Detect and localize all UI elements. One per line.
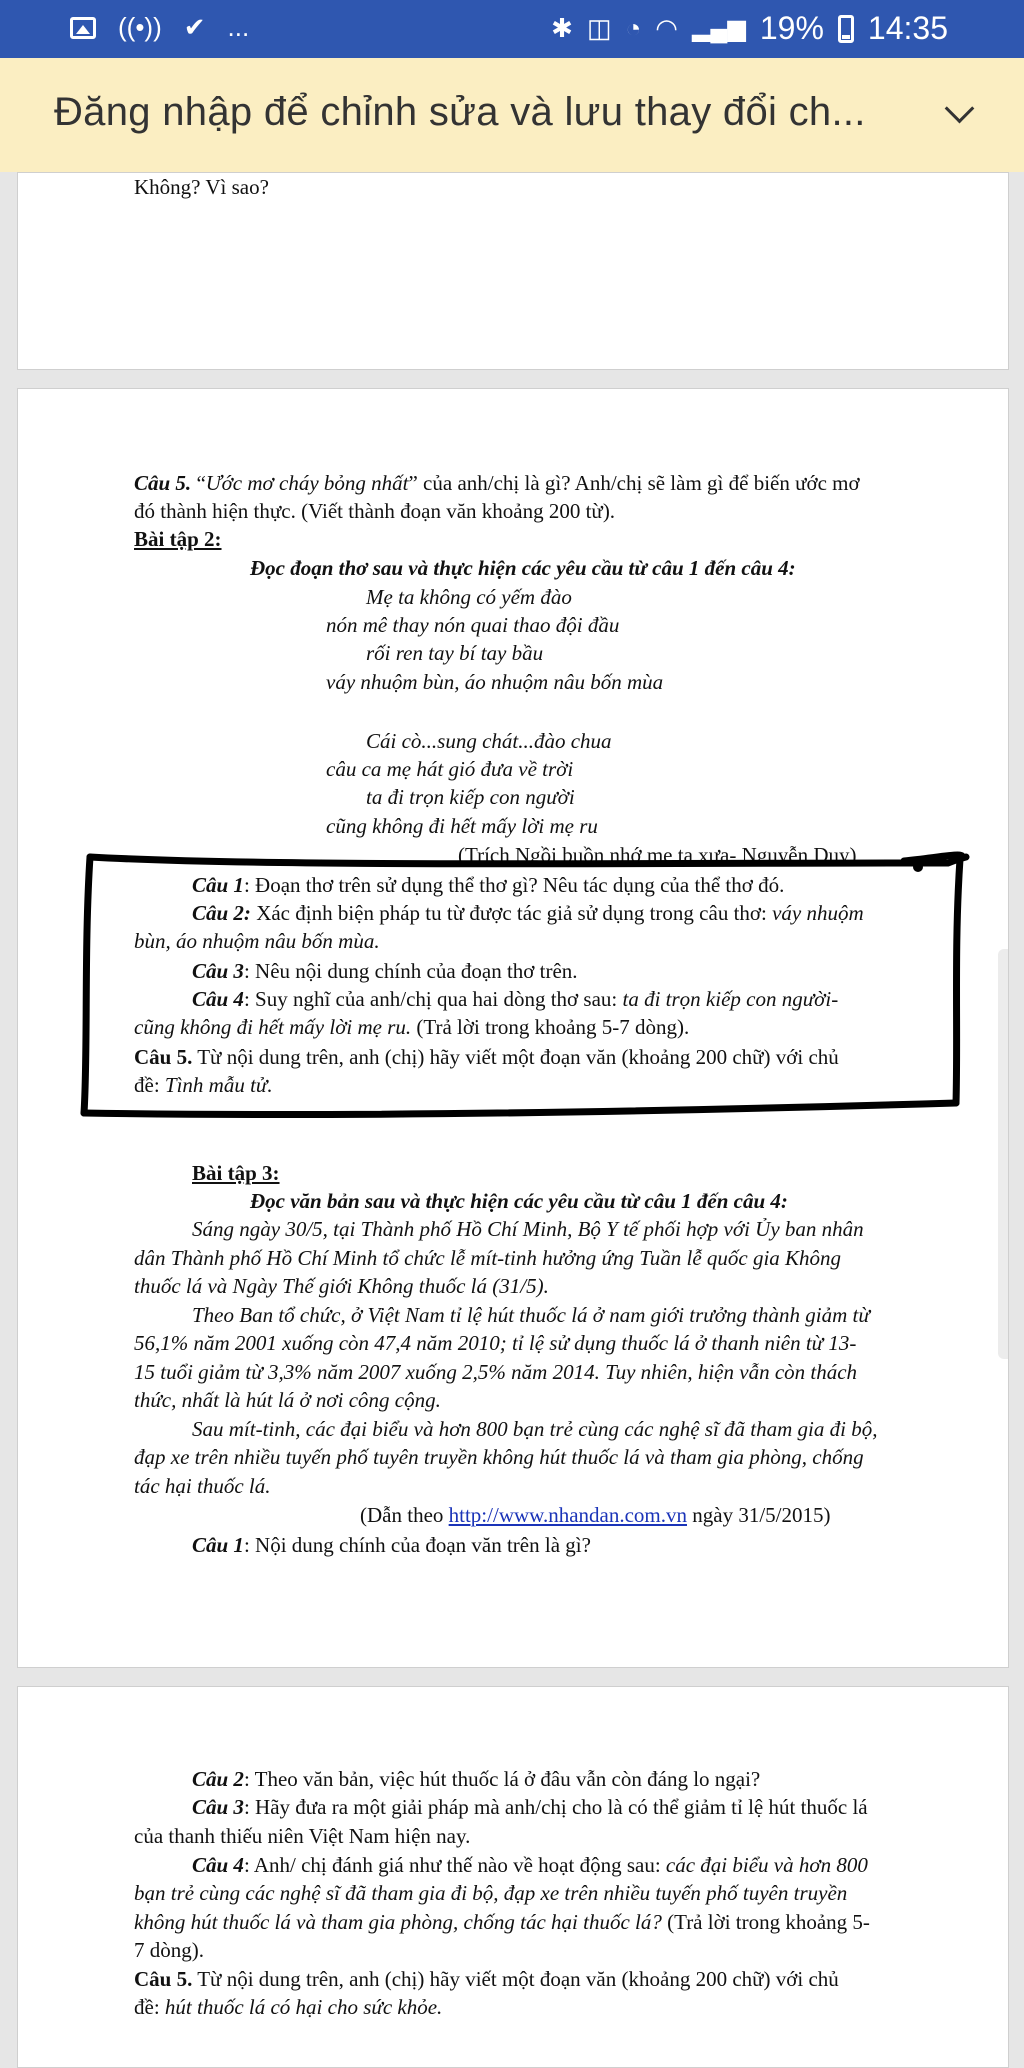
exercise-3-question-4-line-2: bạn trẻ cùng các nghệ sĩ đã tham gia đi bộ, đạp xe trên nhiều tuyến phố tuyên truyền: [134, 1881, 848, 1905]
exercise-3-question-4-line-1: Câu 4: Anh/ chị đánh giá như thế nào về hoạt động sau: các đại biểu và hơn 800: [192, 1853, 868, 1877]
poem-line: cũng không đi hết mấy lời mẹ ru: [326, 814, 598, 838]
vibrate-icon: ◫: [586, 13, 612, 43]
image-icon: [70, 17, 96, 39]
box-stroke-left: [84, 857, 90, 1113]
system-icons: [551, 10, 948, 47]
more-notifications: ...: [227, 12, 250, 42]
download-done-icon: ✔: [183, 12, 206, 42]
exercise-3-instruction: Đọc văn bản sau và thực hiện các yêu cầu từ câu 1 đến câu 4:: [250, 1189, 788, 1213]
question-2-line-2: bùn, áo nhuộm nâu bốn mùa.: [134, 929, 380, 953]
bluetooth-icon: ✱: [551, 13, 573, 43]
exercise-3-question-1: Câu 1: Nội dung chính của đoạn văn trên là gì?: [192, 1533, 591, 1557]
question-3: Câu 3: Nêu nội dung chính của đoạn thơ trên.: [192, 959, 578, 983]
paragraph-line: Sau mít-tinh, các đại biểu và hơn 800 bạn trẻ cùng các nghệ sĩ đã tham gia đi bộ,: [192, 1417, 878, 1441]
poem-line: câu ca mẹ hát gió đưa về trời: [326, 757, 574, 781]
poem-line: rối ren tay bí tay bầu: [366, 641, 544, 665]
question-5-line-2: đó thành hiện thực. (Viết thành đoạn văn khoảng 200 từ).: [134, 499, 616, 523]
banner-text: Đăng nhập để chỉnh sửa và lưu thay đổi ch...: [54, 90, 866, 134]
box-stroke-right: [904, 855, 962, 1103]
exercise-3-question-3-line-1: Câu 3: Hãy đưa ra một giải pháp mà anh/chị cho là có thể giảm tỉ lệ hút thuốc lá: [192, 1795, 868, 1819]
chevron-down-icon[interactable]: [945, 94, 975, 124]
paragraph-line: Sáng ngày 30/5, tại Thành phố Hồ Chí Minh, Bộ Y tế phối hợp với Ủy ban nhân: [192, 1217, 864, 1241]
document-page-3: [17, 1686, 1009, 2068]
question-4-line-1: Câu 4: Suy nghĩ của anh/chị qua hai dòng thơ sau: ta đi trọn kiếp con người-: [192, 987, 839, 1011]
exercise-3-question-2: Câu 2: Theo văn bản, việc hút thuốc lá ở đâu vẫn còn đáng lo ngại?: [192, 1767, 761, 1791]
paragraph-line: 56,1% năm 2001 xuống còn 47,4 năm 2010; tỉ lệ sử dụng thuốc lá ở thanh niên từ 13-: [134, 1331, 857, 1355]
box-dot: [913, 862, 923, 872]
paragraph-line: Theo Ban tổ chức, ở Việt Nam tỉ lệ hút thuốc lá ở nam giới trưởng thành giảm từ: [192, 1303, 870, 1327]
signal-icon: ▂▄▆: [691, 15, 746, 42]
notification-icons: [70, 12, 249, 43]
wifi-icon: ◠: [655, 13, 678, 43]
citation-link[interactable]: http://www.nhandan.com.vn: [448, 1503, 687, 1527]
alarm-icon: ◔: [625, 13, 642, 43]
paragraph-line: thức, nhất là hút lá ở nơi công cộng.: [134, 1388, 441, 1412]
document-page-1: [17, 172, 1009, 370]
question-5-line-1: Câu 5. Từ nội dung trên, anh (chị) hãy viết một đoạn văn (khoảng 200 chữ) với chủ: [134, 1045, 839, 1069]
clock: 14:35: [867, 10, 948, 46]
paragraph-line: dân Thành phố Hồ Chí Minh tổ chức lễ mít-tinh hưởng ứng Tuần lễ quốc gia Không: [134, 1246, 842, 1270]
poem-line: Cái cò...sung chát...đào chua: [366, 729, 612, 753]
text-line: Không? Vì sao?: [134, 175, 269, 199]
paragraph-line: đạp xe trên nhiều tuyến phố tuyên truyền không hút thuốc lá và tham gia phòng, chống: [134, 1445, 864, 1469]
exercise-3-title: Bài tập 3:: [192, 1161, 280, 1185]
poem-line: Mẹ ta không có yếm đào: [366, 585, 572, 609]
sign-in-banner[interactable]: [0, 58, 1024, 172]
exercise-3-question-4-line-4: 7 dòng).: [134, 1938, 204, 1962]
citation: (Dẫn theo http://www.nhandan.com.vn ngày 31/5/2015): [360, 1503, 831, 1527]
poem-line: nón mê thay nón quai thao đội đầu: [326, 613, 620, 637]
exercise-2-instruction: Đọc đoạn thơ sau và thực hiện các yêu cầu từ câu 1 đến câu 4:: [250, 556, 796, 580]
question-1: Câu 1: Đoạn thơ trên sử dụng thể thơ gì? Nêu tác dụng của thể thơ đó.: [192, 873, 785, 897]
exercise-3-question-3-line-2: của thanh thiếu niên Việt Nam hiện nay.: [134, 1824, 471, 1848]
scrollbar-handle[interactable]: [998, 949, 1008, 1359]
paragraph-line: tác hại thuốc lá.: [134, 1474, 271, 1498]
question-4-line-2: cũng không đi hết mấy lời mẹ ru. (Trả lời trong khoảng 5-7 dòng).: [134, 1015, 690, 1039]
exercise-3-question-4-line-3: không hút thuốc lá và tham gia phòng, chống tác hại thuốc lá? (Trả lời trong khoảng 5-: [134, 1910, 870, 1934]
exercise-3-question-5-line-1: Câu 5. Từ nội dung trên, anh (chị) hãy viết một đoạn văn (khoảng 200 chữ) với chủ: [134, 1967, 839, 1991]
paragraph-line: 15 tuổi giảm từ 3,3% năm 2007 xuống 2,5% năm 2014. Tuy nhiên, hiện vẫn còn thách: [134, 1360, 858, 1384]
battery-icon: [838, 15, 854, 43]
hand-drawn-box: [18, 389, 1008, 1667]
status-bar: [0, 0, 1024, 58]
poem-source: (Trích Ngồi buồn nhớ mẹ ta xưa- Nguyễn Duy): [458, 843, 857, 867]
question-5-line-2: đề: Tình mẫu tử.: [134, 1073, 273, 1097]
document-page-2: [17, 388, 1009, 1668]
question-5-line-1: Câu 5. “Ước mơ cháy bỏng nhất” của anh/chị là gì? Anh/chị sẽ làm gì để biến ước mơ: [134, 471, 860, 495]
exercise-2-title: Bài tập 2:: [134, 527, 222, 551]
poem-line: ta đi trọn kiếp con người: [366, 785, 575, 809]
poem-line: váy nhuộm bùn, áo nhuộm nâu bốn mùa: [326, 670, 664, 694]
box-stroke-top: [90, 857, 966, 864]
box-stroke-bottom: [84, 1103, 956, 1115]
exercise-3-question-5-line-2: đề: hút thuốc lá có hại cho sức khỏe.: [134, 1995, 443, 2019]
paragraph-line: thuốc lá và Ngày Thế giới Không thuốc lá (31/5).: [134, 1274, 549, 1298]
question-2-line-1: Câu 2: Xác định biện pháp tu từ được tác giả sử dụng trong câu thơ: váy nhuộm: [192, 901, 864, 925]
battery-percent: 19%: [759, 10, 824, 46]
hotspot-icon: ((•)): [118, 12, 162, 42]
